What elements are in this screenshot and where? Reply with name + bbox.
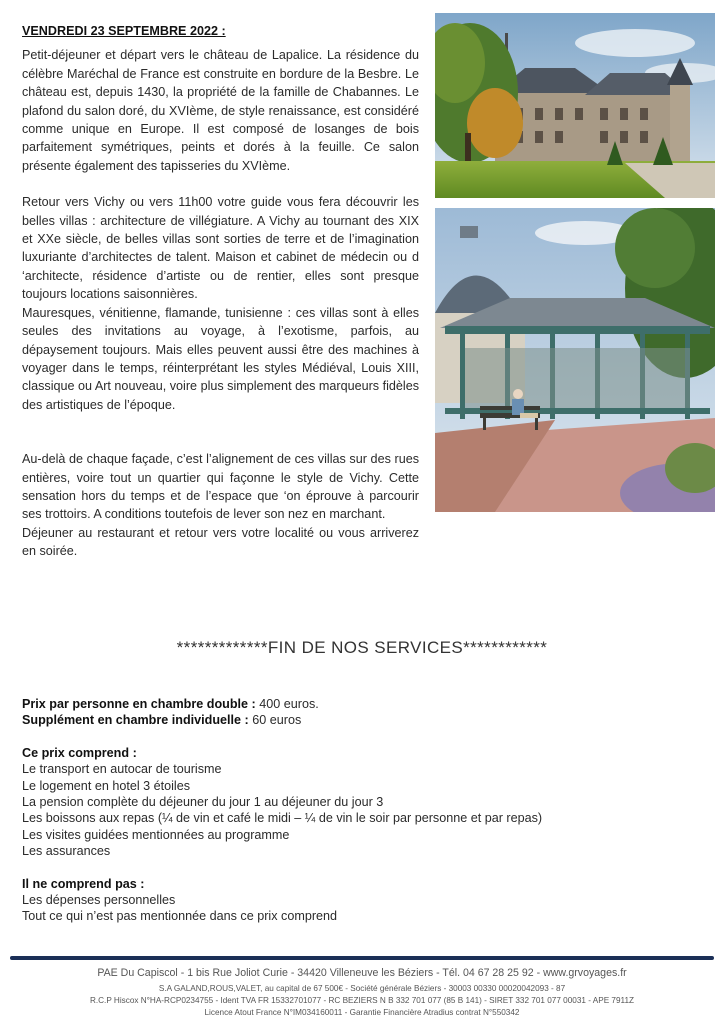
chateau-photo (435, 13, 715, 198)
list-item: Les assurances (22, 844, 111, 859)
excludes-list (22, 892, 642, 925)
footer-divider (10, 956, 714, 960)
list-item: Le transport en autocar de tourisme (22, 762, 222, 777)
price-double-value: 400 euros. (255, 697, 319, 711)
paragraph-vichy-villas: Retour vers Vichy ou vers 11h00 votre guide vous fera découvrir les belles villas : architecture de villégiature. A Vichy au tournant des XIX et XXe siècle, de belles villas sont sorties de terre et de l’imagination luxuriante d’architectes de talent. Maison et cabinet de médecin ou d ‘architecte, résidence d’artiste ou de rentier, elles sont presque toujours locations saisonnières. (22, 195, 419, 302)
price-double-row (22, 696, 642, 712)
footer (0, 966, 724, 1019)
paragraph-return: Déjeuner au restaurant et retour vers votre localité ou vous arriverez en soirée. (22, 525, 419, 559)
includes-title: Ce prix comprend : (22, 745, 137, 760)
paragraph-styles: Mauresques, vénitienne, flamande, tunisienne : ces villas sont à elles seules des invitations au voyage, à l’exotisme, parfois, au dépaysement toujours. Mais elles peuvent aussi être des machines à voyager dans le temps, réinterprétant les styles Médiéval, Louis XIII, classique ou Art nouveau, voire plus simplement des marqueurs fidèles des artistiques de l’époque. (22, 305, 419, 412)
list-item: Les dépenses personnelles (22, 893, 176, 908)
itinerary-text (22, 22, 419, 561)
list-item: Les boissons aux repas (¼ de vin et café le midi – ¼ de vin le soir par personne et par repas) (22, 811, 543, 826)
end-of-services-banner: *************FIN DE NOS SERVICES************ (176, 638, 548, 657)
list-item: La pension complète du déjeuner du jour 1 au déjeuner du jour 3 (22, 795, 384, 810)
footer-address: PAE Du Capiscol - 1 bis Rue Joliot Curie - 34420 Villeneuve les Béziers - Tél. 04 67 28 25 92 - www.grvoyages.fr (97, 967, 627, 979)
price-single-value: 60 euros (248, 713, 302, 728)
list-item: Tout ce qui n’est pas mentionnée dans ce prix comprend (22, 909, 338, 924)
excludes-title: Il ne comprend pas : (22, 876, 145, 891)
price-double-label: Prix par personne en chambre double : (22, 697, 256, 711)
list-item: Les visites guidées mentionnées au programme (22, 827, 290, 842)
paragraph-chateau: Petit-déjeuner et départ vers le château de Lapalice. La résidence du célèbre Maréchal de France est construite en bordure de la Besbre. Le château est, depuis 1430, la propriété de la famille de Chabannes. Le plafond du salon doré, du XVIème, de style renaissance, est considéré comme unique en Europe. Il est composé de losanges de bois parfaitement symétriques, peints et dorés à la feuille. Ce salon présente également des tapisseries du XVIème. (22, 48, 419, 173)
price-single-row (22, 712, 642, 728)
footer-registration: R.C.P Hiscox N°HA-RCP0234755 - Ident TVA FR 15332701077 - RC BEZIERS N B 332 701 077 (85 B 141) - SIRET 332 701 077 00031 - APE 7911Z (89, 996, 635, 1005)
day-title: VENDREDI 23 SEPTEMBRE 2022 : (22, 24, 226, 38)
footer-licence: Licence Atout France N°IM034160011 - Garantie Financière Atradius contrat N°550342 (204, 1008, 520, 1017)
paragraph-facades: Au-delà de chaque façade, c’est l’alignement de ces villas sur des rues entières, voire tout un quartier qui façonne le style de Vichy. Cette sensation hors du temps et de l’espace que ‘on éprouve à parcourir ses trottoirs. A conditions toutefois de lever son nez en marchant. (22, 452, 419, 522)
list-item: Le logement en hotel 3 étoiles (22, 778, 191, 793)
vichy-pavilion-photo (435, 208, 715, 512)
pricing-section (22, 696, 642, 925)
price-single-label: Supplément en chambre individuelle : (22, 713, 249, 728)
includes-list (22, 761, 642, 859)
footer-company: S.A GALAND,ROUS,VALET, au capital de 67 500€ - Société générale Béziers - 30003 00330 00020042093 - 87 (158, 984, 566, 993)
